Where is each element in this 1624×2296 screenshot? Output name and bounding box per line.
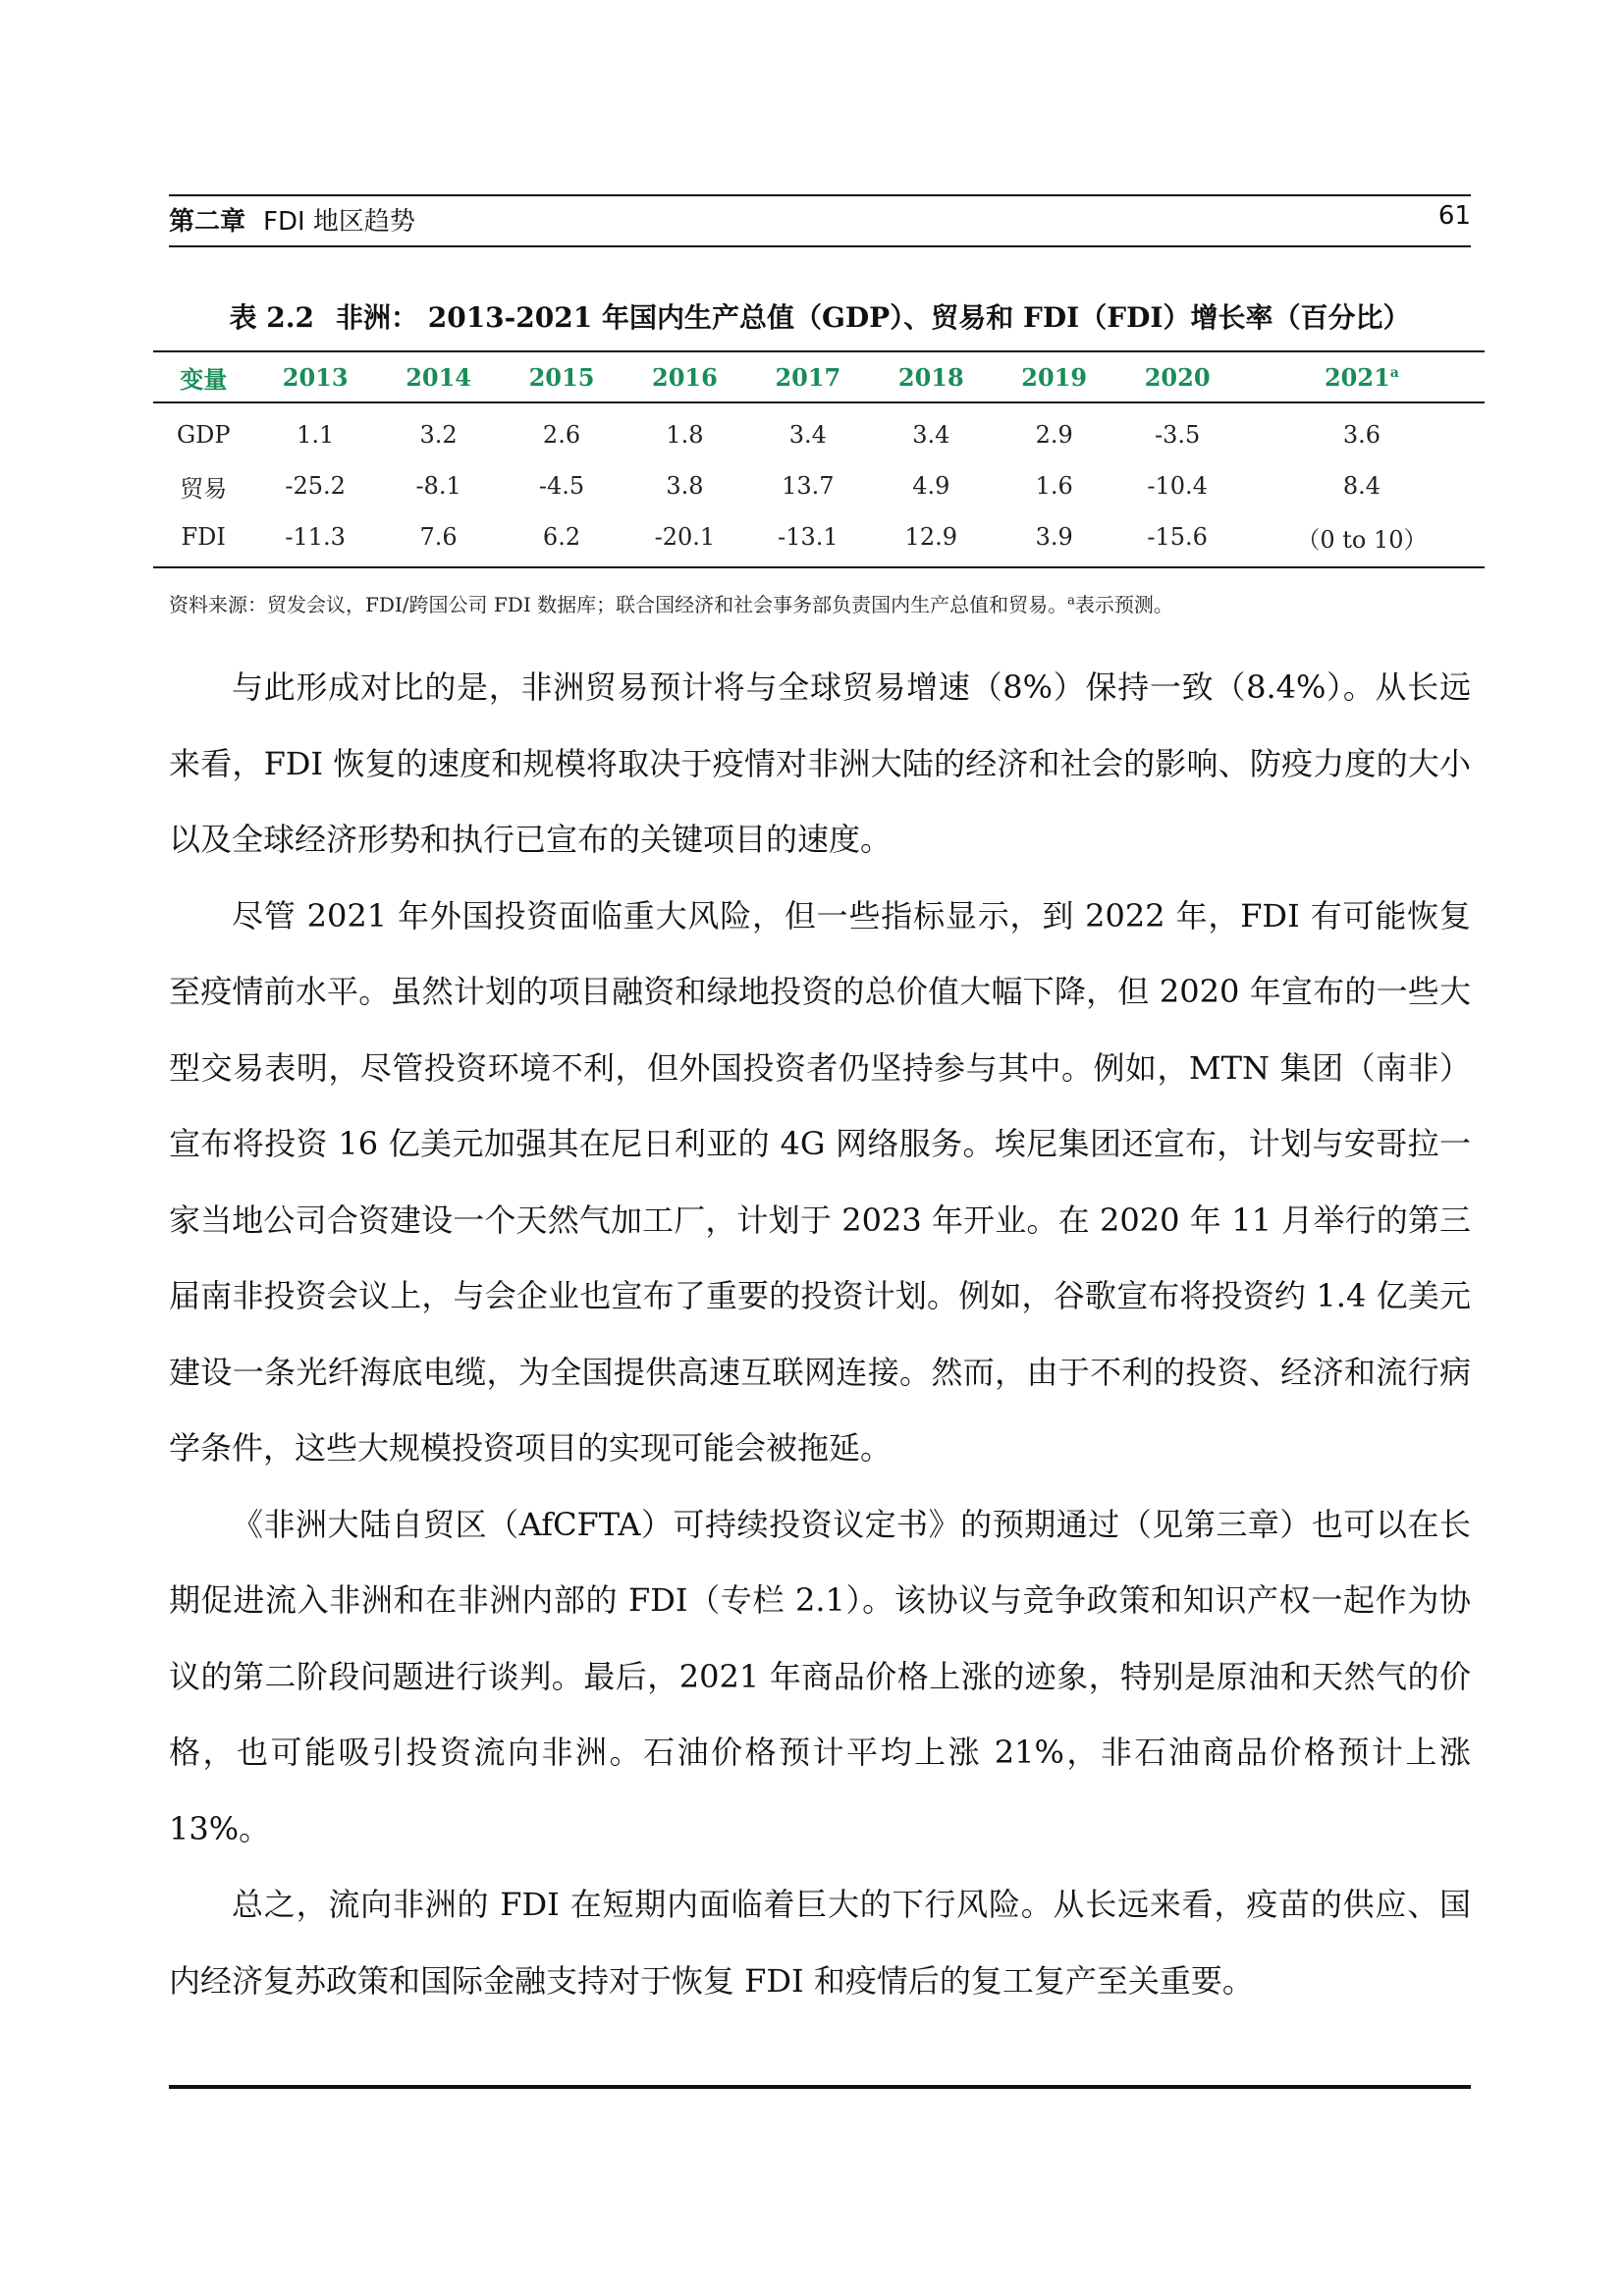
column-header: 2020 xyxy=(1115,351,1238,402)
column-header: 2016 xyxy=(623,351,746,402)
table-cell: 3.4 xyxy=(912,421,950,449)
table-cell: 6.2 xyxy=(500,511,623,567)
table-cell: 1.8 xyxy=(666,421,704,449)
footer-rule xyxy=(169,2085,1471,2089)
table-cell: -8.1 xyxy=(415,472,461,500)
column-header: 2018 xyxy=(870,351,993,402)
table-caption xyxy=(169,296,1471,336)
table-row-fdi xyxy=(153,511,1485,567)
column-header: 2013 xyxy=(253,351,376,402)
table-cell: -4.5 xyxy=(538,472,585,500)
source-note-suffix: 表示预测。 xyxy=(1074,593,1173,616)
header-top-rule xyxy=(169,194,1471,196)
row-label: GDP xyxy=(176,421,231,449)
table-cell: 3.4 xyxy=(788,421,827,449)
column-header: 2015 xyxy=(500,351,623,402)
page-number: 61 xyxy=(1437,201,1471,231)
table-cell: -13.1 xyxy=(746,511,869,567)
running-header xyxy=(169,201,1471,244)
table-cell: 1.6 xyxy=(1035,472,1073,500)
table-caption-label: 表 2.2 xyxy=(229,301,314,334)
table-cell: 3.8 xyxy=(666,472,704,500)
chapter-label: 第二章 xyxy=(169,207,246,237)
chapter-heading xyxy=(169,201,415,238)
table-cell: -11.3 xyxy=(253,511,376,567)
body-text xyxy=(169,650,1471,2019)
table-row-gdp xyxy=(153,402,1485,460)
column-header: 2014 xyxy=(377,351,500,402)
table-row-trade xyxy=(153,460,1485,511)
row-label: 贸易 xyxy=(180,474,228,503)
paragraph: 与此形成对比的是，非洲贸易预计将与全球贸易增速（8%）保持一致（8.4%）。从长远来看，FDI 恢复的速度和规模将取决于疫情对非洲大陆的经济和社会的影响、防疫力度的大小以及全球经济形势和执行已宣布的关键项目的速度。 xyxy=(169,668,1471,858)
table-cell: 4.9 xyxy=(912,472,950,500)
source-note-marker: a xyxy=(1067,593,1075,609)
header-bottom-rule xyxy=(169,245,1471,247)
row-label: FDI xyxy=(153,511,253,567)
column-header-2021 xyxy=(1239,351,1485,402)
column-header: 变量 xyxy=(153,351,253,402)
table-header-row xyxy=(153,351,1485,402)
paragraph: 总之，流向非洲的 FDI 在短期内面临着巨大的下行风险。从长远来看，疫苗的供应、国内经济复苏政策和国际金融支持对于恢复 FDI 和疫情后的复工复产至关重要。 xyxy=(169,1886,1471,2000)
table-cell: 3.2 xyxy=(419,421,458,449)
chapter-title: FDI 地区趋势 xyxy=(263,207,415,237)
table-cell: -15.6 xyxy=(1115,511,1238,567)
table-cell: 7.6 xyxy=(377,511,500,567)
table-cell: -20.1 xyxy=(623,511,746,567)
table-cell: （0 to 10） xyxy=(1239,511,1485,567)
growth-rate-table xyxy=(153,350,1485,568)
source-note-text: 资料来源：贸发会议，FDI/跨国公司 FDI 数据库；联合国经济和社会事务部负责国内生产总值和贸易。 xyxy=(169,593,1068,616)
table-cell: 8.4 xyxy=(1342,472,1380,500)
table-cell: -25.2 xyxy=(285,472,346,500)
table-cell: 3.9 xyxy=(993,511,1115,567)
table-source-note xyxy=(169,589,1475,617)
table-cell: -3.5 xyxy=(1154,421,1201,449)
table-cell: 3.6 xyxy=(1342,421,1380,449)
table-cell: 1.1 xyxy=(297,421,335,449)
table-cell: 13.7 xyxy=(782,472,835,500)
paragraph: 尽管 2021 年外国投资面临重大风险，但一些指标显示，到 2022 年，FDI 有可能恢复至疫情前水平。虽然计划的项目融资和绿地投资的总价值大幅下降，但 2020 年宣布的一些大型交易表明，尽管投资环境不利，但外国投资者仍坚持参与其中。例如，MTN 集团（南非）宣布将投资 16 亿美元加强其在尼日利亚的 4G 网络服务。埃尼集团还宣布，计划与安哥拉一家当地公司合资建设一个天然气加工厂，计划于 2023 年开业。在 2020 年 11 月举行的第三届南非投资会议上，与会企业也宣布了重要的投资计划。例如，谷歌宣布将投资约 1.4 亿美元建设一条光纤海底电缆，为全国提供高速互联网连接。然而，由于不利的投资、经济和流行病学条件，这些大规模投资项目的实现可能会被拖延。 xyxy=(169,896,1471,1467)
paragraph: 《非洲大陆自贸区（AfCFTA）可持续投资议定书》的预期通过（见第三章）也可以在长期促进流入非洲和在非洲内部的 FDI（专栏 2.1）。该协议与竞争政策和知识产权一起作为协议的第二阶段问题进行谈判。最后，2021 年商品价格上涨的迹象，特别是原油和天然气的价格，也可能吸引投资流向非洲。石油价格预计平均上涨 21%，非石油商品价格预计上涨 13%。 xyxy=(169,1505,1471,1847)
table-caption-title: 非洲： 2013-2021 年国内生产总值（GDP）、贸易和 FDI（FDI）增长率（百分比） xyxy=(335,301,1411,334)
table-cell: 12.9 xyxy=(870,511,993,567)
column-header: 2019 xyxy=(993,351,1115,402)
column-header-year: 2021 xyxy=(1324,362,1390,392)
forecast-marker: a xyxy=(1389,364,1399,381)
table-cell: -10.4 xyxy=(1147,472,1208,500)
table-cell: 2.6 xyxy=(542,421,581,449)
table-cell: 2.9 xyxy=(1035,421,1073,449)
column-header: 2017 xyxy=(746,351,869,402)
